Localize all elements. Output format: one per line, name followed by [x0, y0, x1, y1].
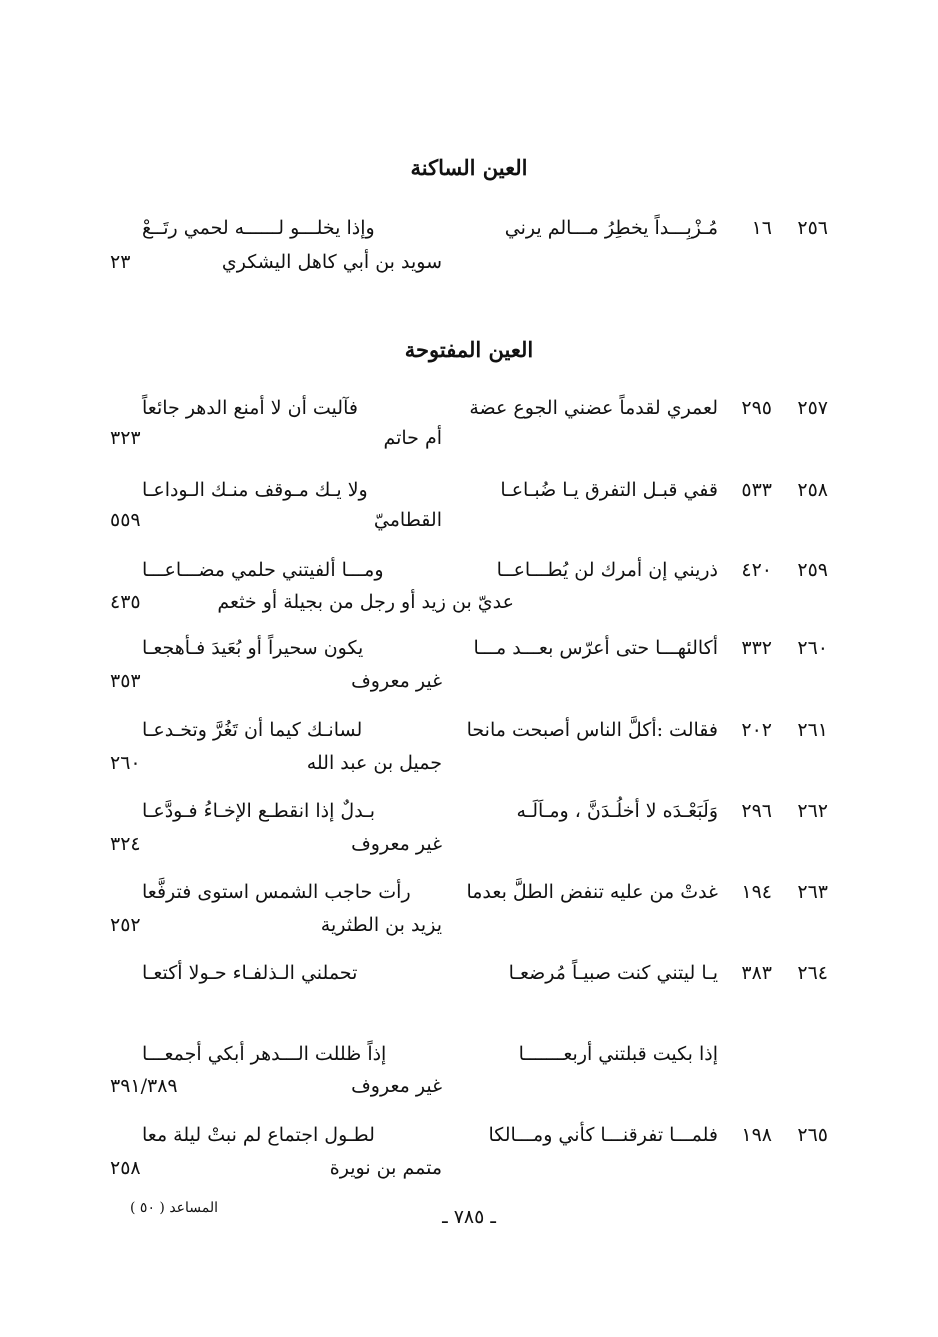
poet-line: [0, 907, 938, 943]
poet-reference: ٣٢٤: [110, 833, 141, 855]
entry-number: ٢٦٠: [797, 637, 828, 659]
poet-name: جميل بن عبد الله: [306, 752, 442, 774]
poet-reference: ٢٦٠: [110, 752, 141, 774]
poet-reference: ٢٣: [110, 251, 131, 273]
poet-reference: ٣٥٣: [110, 670, 141, 692]
verse-entry: [0, 793, 938, 829]
first-hemistich: غدتْ من عليه تنفض الطلَّ بعدما: [466, 881, 718, 903]
entry-page: ١٦: [751, 217, 772, 239]
poet-name: القطاميّ: [373, 509, 442, 531]
entry-number: ٢٥٩: [797, 559, 828, 581]
poet-line: [0, 745, 938, 781]
first-hemistich: فقالت :أكلَّ الناس أصبحت مانحا: [466, 719, 718, 741]
poet-line: [0, 502, 938, 538]
second-hemistich: فآليت أن لا أمنع الدهر جائعاً: [142, 397, 358, 419]
second-hemistich: لسانـك كيما أن تَغُرَّ وتخـدعـا: [142, 719, 363, 741]
verse-entry: [0, 1036, 938, 1072]
entry-number: ٢٦٥: [797, 1124, 828, 1146]
second-hemistich: لطـول اجتماع لم نبتْ ليلة معا: [142, 1124, 375, 1146]
poet-name: غير معروف: [351, 670, 442, 692]
verse-entry: [0, 874, 938, 910]
poet-reference: ٣٢٣: [110, 427, 141, 449]
first-hemistich: فلمـــا تفرقنـــا كأني ومـــالكا: [488, 1124, 718, 1146]
poet-reference: ٢٥٨: [110, 1157, 141, 1179]
first-hemistich: لعمري لقدماً عضني الجوع عضة: [469, 397, 718, 419]
section-heading-sakina: العين الساكنة: [410, 155, 528, 180]
verse-entry: [0, 210, 938, 246]
poet-line: [0, 826, 938, 862]
section-heading-maftuha: العين المفتوحة: [404, 337, 534, 362]
entry-page: ١٩٤: [741, 881, 772, 903]
poet-name: متمم بن نويرة: [329, 1157, 442, 1179]
poet-line: [0, 1150, 938, 1186]
second-hemistich: إذاً ظللت الـــدهر أبكي أجمعـــا: [142, 1043, 387, 1065]
poet-name: يزيد بن الطثرية: [320, 914, 442, 936]
poet-name: غير معروف: [351, 1075, 442, 1097]
second-hemistich: وإذا يخلـــو لــــــه لحمي رتَــعْ: [142, 217, 375, 239]
page-number: ـ ٧٨٥ ـ: [442, 1206, 496, 1228]
entry-number: ٢٥٨: [797, 479, 828, 501]
second-hemistich: ومـــا ألفيتني حلمي مضـــاعـــا: [142, 559, 384, 581]
poet-line: [0, 1068, 938, 1104]
poet-reference: ٣٩١/٣٨٩: [110, 1075, 178, 1097]
first-hemistich: إذا بكيت قبلتني أربعـــــــا: [518, 1043, 718, 1065]
entry-number: ٢٦٤: [797, 962, 828, 984]
poet-line: [0, 244, 938, 280]
second-hemistich: يكون سحيراً أو بُعَيدَ فـأهجعـا: [142, 637, 364, 659]
entry-page: ٢٠٢: [741, 719, 772, 741]
poet-line: [0, 584, 938, 620]
verse-entry: [0, 552, 938, 588]
entry-number: ٢٥٧: [797, 397, 828, 419]
footer-signature: المساعد ( ٥٠ ): [130, 1200, 219, 1216]
poet-name: غير معروف: [351, 833, 442, 855]
poet-reference: ٥٥٩: [110, 509, 141, 531]
entry-page: ٥٣٣: [741, 479, 772, 501]
entry-number: ٢٥٦: [797, 217, 828, 239]
entry-page: ٣٣٢: [741, 637, 772, 659]
entry-page: ٢٩٥: [741, 397, 772, 419]
second-hemistich: بـدلٌ إذا انقطـع الإخـاءُ فـودَّعـا: [142, 800, 376, 822]
verse-entry: [0, 630, 938, 666]
first-hemistich: يـا ليتني كنت صبيـاً مُرضعـا: [508, 962, 718, 984]
first-hemistich: ذريني إن أمرك لن يُطـــاعــا: [496, 559, 718, 581]
poet-line: [0, 663, 938, 699]
poet-line: [0, 420, 938, 456]
entry-page: ٣٨٣: [741, 962, 772, 984]
second-hemistich: رأت حاجب الشمس استوى فترفَّعا: [142, 881, 411, 903]
entry-page: ١٩٨: [741, 1124, 772, 1146]
poet-reference: ٢٥٢: [110, 914, 141, 936]
entry-number: ٢٦٢: [797, 800, 828, 822]
first-hemistich: قفي قبـل التفرق يـا ضُبـاعـا: [500, 479, 718, 501]
verse-entry: [0, 1117, 938, 1153]
poet-name: عديّ بن زيد أو رجل من بجيلة أو خثعم: [217, 591, 514, 613]
verse-entry: [0, 712, 938, 748]
verse-entry: [0, 955, 938, 991]
entry-page: ٢٩٦: [741, 800, 772, 822]
first-hemistich: أكالئهـــا حتى أعرّس بعـــد مـــا: [473, 637, 718, 659]
second-hemistich: تحملني الـذلفـاء حـولا أكتعـا: [142, 962, 358, 984]
first-hemistich: وَلَبَعْـدَه لا أخلُـدَنَّ ، ومـاَلَـه: [516, 800, 718, 822]
poet-reference: ٤٣٥: [110, 591, 141, 613]
entry-number: ٢٦٣: [797, 881, 828, 903]
second-hemistich: ولا يـك مـوقف منـك الـوداعـا: [142, 479, 368, 501]
first-hemistich: مُـزْبِـــداً يخطِرُ مـــالم يرني: [504, 217, 718, 239]
entry-page: ٤٢٠: [741, 559, 772, 581]
poet-name: أم حاتم: [383, 427, 442, 449]
poet-name: سويد بن أبي كاهل اليشكري: [221, 251, 442, 273]
entry-number: ٢٦١: [797, 719, 828, 741]
